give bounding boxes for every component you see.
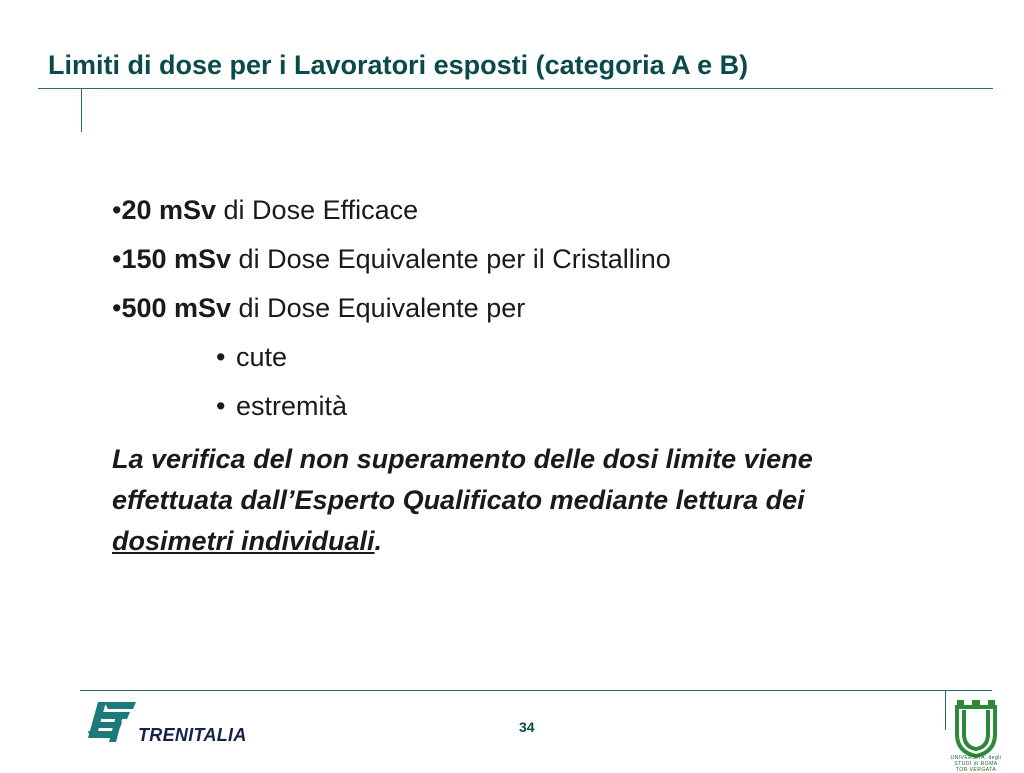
bullet-value: 20 mSv <box>121 195 217 225</box>
trenitalia-wordmark: TRENITALIA <box>138 725 247 745</box>
university-crest-caption: UNIVERSITA' degli STUDI di ROMA TOR VERGATA <box>950 755 1002 773</box>
trenitalia-logo <box>84 698 254 748</box>
sub-bullet-text: cute <box>236 342 288 372</box>
bullet-text: di Dose Efficace <box>216 195 419 225</box>
slide-title: Limiti di dose per i Lavoratori esposti (categoria A e B) <box>48 50 749 80</box>
sub-bullet-item: • estremità <box>216 391 348 421</box>
bullet-value: 500 mSv <box>121 293 232 323</box>
sub-bullet-item: • cute <box>216 342 288 372</box>
bullet-item: •150 mSv di Dose Equivalente per il Cristallino <box>112 244 671 274</box>
slide-body <box>112 192 942 562</box>
note-underlined-term: dosimetri individuali <box>112 526 375 556</box>
page-number: 34 <box>519 719 535 735</box>
bullet-text: di Dose Equivalente per il Cristallino <box>231 244 671 274</box>
note-end: . <box>374 526 383 556</box>
bullet-item: •500 mSv di Dose Equivalente per <box>112 293 526 323</box>
footer-divider-tick <box>945 690 946 730</box>
bullet-value: 150 mSv <box>121 244 232 274</box>
footer-divider <box>80 690 992 691</box>
title-divider <box>38 88 993 89</box>
verification-note <box>112 439 922 562</box>
bullet-text: di Dose Equivalente per <box>231 293 526 323</box>
bullet-item: •20 mSv di Dose Efficace <box>112 195 419 225</box>
note-text: La verifica del non superamento delle dosi limite viene effettuata dall’Esperto Qualificato mediante lettura dei <box>112 444 813 515</box>
title-divider-tick <box>81 89 82 132</box>
sub-bullet-text: estremità <box>236 391 348 421</box>
trenitalia-mark-icon <box>84 698 138 746</box>
